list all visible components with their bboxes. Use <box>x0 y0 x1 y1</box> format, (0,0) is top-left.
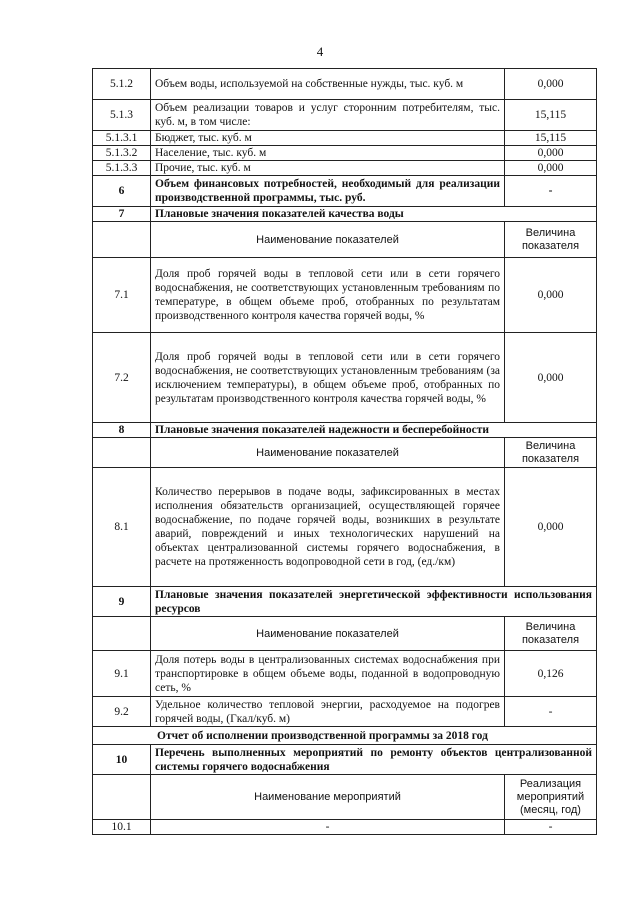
table-row <box>93 697 597 727</box>
table-row <box>93 100 597 131</box>
row-number: 9.1 <box>93 651 151 697</box>
column-header-value: Величина показателя <box>505 438 597 468</box>
column-header-value: Величина показателя <box>505 222 597 258</box>
report-row <box>93 727 597 745</box>
row-value: 0,000 <box>505 69 597 100</box>
row-value: 0,126 <box>505 651 597 697</box>
row-value: 15,115 <box>505 100 597 131</box>
row-number: 10.1 <box>93 820 151 835</box>
table-row <box>93 161 597 176</box>
row-text: Доля потерь воды в централизованных системах водоснабжения при транспортировке в общем объеме воды, поданной в водопроводную сеть, % <box>151 651 505 697</box>
table-row <box>93 69 597 100</box>
section-title: Перечень выполненных мероприятий по ремонту объектов централизованной системы горячего водоснабжения <box>151 745 597 775</box>
row-text: Объем реализации товаров и услуг сторонним потребителям, тыс. куб. м, в том числе: <box>151 100 505 131</box>
table-row <box>93 333 597 423</box>
column-header-value: Реализация мероприятий (месяц, год) <box>505 775 597 820</box>
row-number: 5.1.3.1 <box>93 131 151 146</box>
section-title: Плановые значения показателей надежности и бесперебойности <box>151 423 597 438</box>
row-number: 8.1 <box>93 468 151 587</box>
header-row <box>93 438 597 468</box>
row-number: 5.1.3.2 <box>93 146 151 161</box>
header-row <box>93 617 597 651</box>
column-header-name: Наименование показателей <box>151 617 505 651</box>
column-header-name: Наименование мероприятий <box>151 775 505 820</box>
column-header-name: Наименование показателей <box>151 438 505 468</box>
table-row <box>93 258 597 333</box>
row-value: 0,000 <box>505 468 597 587</box>
section-number: 9 <box>93 587 151 617</box>
header-row <box>93 222 597 258</box>
table-row <box>93 176 597 207</box>
program-table <box>92 68 597 835</box>
table-row <box>93 468 597 587</box>
row-text: Прочие, тыс. куб. м <box>151 161 505 176</box>
section-number: 10 <box>93 745 151 775</box>
section-number: 8 <box>93 423 151 438</box>
section-row <box>93 745 597 775</box>
section-number: 7 <box>93 207 151 222</box>
row-text: Объем воды, используемой на собственные нужды, тыс. куб. м <box>151 69 505 100</box>
table-row <box>93 146 597 161</box>
section-row <box>93 207 597 222</box>
row-text: Население, тыс. куб. м <box>151 146 505 161</box>
row-number: 7.2 <box>93 333 151 423</box>
row-value: 0,000 <box>505 146 597 161</box>
row-value: - <box>505 697 597 727</box>
row-number: 7.1 <box>93 258 151 333</box>
row-value: 15,115 <box>505 131 597 146</box>
section-row <box>93 423 597 438</box>
row-number: 9.2 <box>93 697 151 727</box>
section-title: Плановые значения показателей качества воды <box>151 207 597 222</box>
row-value: 0,000 <box>505 161 597 176</box>
column-header-name: Наименование показателей <box>151 222 505 258</box>
row-number: 5.1.3 <box>93 100 151 131</box>
row-number: 5.1.2 <box>93 69 151 100</box>
row-text: Доля проб горячей воды в тепловой сети или в сети горячего водоснабжения, не соответствующих установленным требованиям (за исключением температуры), в общем объеме проб, отобранных по результатам производственного контроля качества горячей воды, % <box>151 333 505 423</box>
row-text: Количество перерывов в подаче воды, зафиксированных в местах исполнения обязательств организацией, осуществляющей горячее водоснабжение, по подаче горячей воды, возникших в результате аварий, повреждений и иных технологических нарушений на объектах централизованной системы горячего водоснабжения, в расчете на протяженность водопроводной сети в год, (ед./км) <box>151 468 505 587</box>
section-title: Объем финансовых потребностей, необходимый для реализации производственной программы, тыс. руб. <box>151 176 505 207</box>
row-value: - <box>505 176 597 207</box>
row-value: 0,000 <box>505 333 597 423</box>
section-number: 6 <box>93 176 151 207</box>
table-row <box>93 820 597 835</box>
header-row <box>93 775 597 820</box>
row-value: 0,000 <box>505 258 597 333</box>
column-header-value: Величина показателя <box>505 617 597 651</box>
section-title: Плановые значения показателей энергетической эффективности использования ресурсов <box>151 587 597 617</box>
row-text: - <box>151 820 505 835</box>
row-text: Доля проб горячей воды в тепловой сети или в сети горячего водоснабжения, не соответствующих установленным требованиям по температуре, в общем объеме проб, отобранных по результатам производственного контроля качества горячей воды, % <box>151 258 505 333</box>
table-row <box>93 131 597 146</box>
row-text: Удельное количество тепловой энергии, расходуемое на подогрев горячей воды, (Гкал/куб. м) <box>151 697 505 727</box>
page-number: 4 <box>316 44 324 59</box>
row-value: - <box>505 820 597 835</box>
report-title: Отчет об исполнении производственной программы за 2018 год <box>93 727 597 745</box>
table-row <box>93 651 597 697</box>
row-number: 5.1.3.3 <box>93 161 151 176</box>
row-text: Бюджет, тыс. куб. м <box>151 131 505 146</box>
section-row <box>93 587 597 617</box>
